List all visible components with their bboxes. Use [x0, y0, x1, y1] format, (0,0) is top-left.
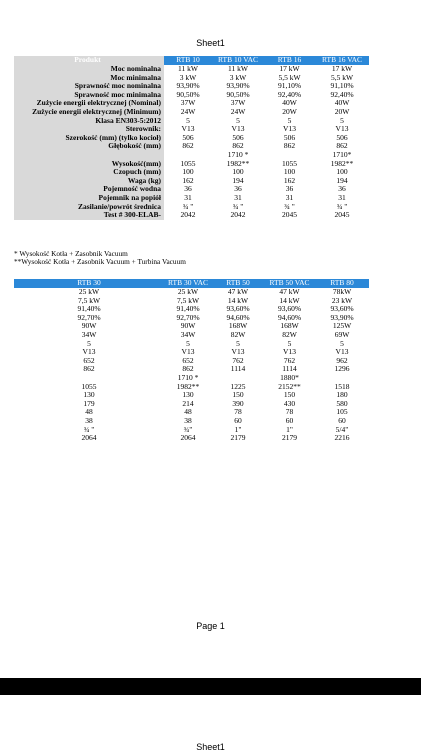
table-cell: 78 [285, 408, 294, 417]
table-cell: 2045 [282, 211, 297, 220]
table-cell: 430 [283, 399, 296, 408]
table-cell: 1" [286, 425, 293, 434]
header-product: Produkt [14, 56, 164, 65]
table-cell: 1" [234, 425, 242, 434]
table-cell: ¾" [183, 425, 193, 434]
table-cell: 34W [81, 330, 97, 339]
row-label: Szerokość (mm) (tylko kocioł) [14, 134, 164, 143]
row-label: Pojemność wodna [14, 185, 164, 194]
header-model: RTB 16 VAC [315, 56, 369, 65]
table-cell: ¾ " [83, 425, 95, 434]
table-cell: 100 [232, 168, 244, 177]
table-row [14, 374, 369, 383]
table-cell: 82W [230, 330, 246, 339]
table-row [14, 331, 369, 340]
table-cell: 194 [336, 176, 348, 185]
page-number: Page 1 [196, 621, 225, 631]
table-cell: 48 [85, 408, 93, 417]
table-row [14, 82, 369, 91]
table-header-row [14, 56, 369, 65]
table-cell: V13 [181, 348, 195, 357]
table-row [14, 160, 369, 169]
table-cell: 37W [230, 99, 246, 108]
header-model: RTB 10 [164, 56, 212, 65]
table-row [14, 142, 369, 151]
table-row [14, 391, 369, 400]
table-cell: 762 [283, 356, 296, 365]
table-cell: 652 [83, 356, 95, 365]
table-cell: 90,50% [226, 90, 250, 99]
table-cell: 150 [283, 391, 296, 400]
table-header-row [14, 279, 369, 288]
table-cell: 92,70% [77, 313, 101, 322]
table-cell: 20W [282, 107, 297, 116]
table-cell: 93,90% [226, 82, 250, 91]
table-cell: 100 [336, 168, 348, 177]
table-cell: 1880* [280, 373, 299, 382]
table-row [14, 322, 369, 331]
table-row [14, 117, 369, 126]
table-cell: 37W [180, 99, 196, 108]
table-row [14, 383, 369, 392]
table-row [14, 91, 369, 100]
table-cell: 862 [182, 142, 194, 151]
table-cell: 90W [180, 322, 196, 331]
table-cell: 5 [87, 339, 91, 348]
table-cell: 150 [232, 391, 244, 400]
table-cell [212, 374, 264, 383]
table-cell: 24W [230, 107, 246, 116]
table-cell: ¾ " [336, 202, 348, 211]
table-cell: 31 [234, 193, 242, 202]
table-cell: 34W [180, 330, 196, 339]
table-cell: 5 [340, 339, 344, 348]
table-cell: 36 [234, 185, 242, 194]
table-cell: 60 [338, 416, 346, 425]
footnote-1: * Wysokość Kotła + Zasobnik Vacuum [14, 249, 128, 258]
table-cell: ¾ " [182, 202, 194, 211]
row-label: Sprawność moc nominalna [14, 82, 164, 91]
table-cell: 580 [336, 399, 348, 408]
product-spec-table-1 [14, 56, 369, 220]
table-cell: 5 [236, 116, 240, 125]
table-cell: V13 [283, 348, 296, 357]
table-cell: 2045 [334, 211, 350, 220]
table-cell: 2179 [230, 434, 246, 443]
table-cell: 180 [336, 391, 348, 400]
table-cell: 5,5 kW [330, 73, 354, 82]
table-cell: 506 [283, 133, 296, 142]
table-cell: 20W [334, 107, 350, 116]
table-cell: 91,40% [77, 305, 101, 314]
table-cell: 130 [182, 391, 194, 400]
table-row [14, 65, 369, 74]
sheet-title-page-2: Sheet1 [196, 742, 225, 752]
table-cell: 31 [285, 193, 294, 202]
row-label: Waga (kg) [14, 177, 164, 186]
table-cell: 48 [184, 408, 192, 417]
table-row [14, 125, 369, 134]
table-cell: 91,10% [330, 82, 354, 91]
table-cell: 5 [236, 339, 240, 348]
table-cell: 5 [340, 116, 344, 125]
table-row [14, 297, 369, 306]
table-row [14, 211, 369, 220]
table-cell: 25 kW [177, 288, 199, 296]
table-cell: 652 [182, 356, 194, 365]
footnotes [14, 250, 186, 266]
table-cell: 38 [85, 416, 93, 425]
table-cell: V13 [231, 348, 245, 357]
table-cell: 93,60% [226, 305, 250, 314]
header-model: RTB 10 VAC [212, 56, 264, 65]
table-row [14, 434, 369, 443]
table-row [14, 108, 369, 117]
table-cell: 7,5 kW [77, 296, 101, 305]
table-cell: 94,60% [226, 313, 250, 322]
table-cell: 3 kW [179, 73, 197, 82]
table-cell: V13 [82, 348, 96, 357]
table-cell: ¾ " [284, 202, 295, 211]
header-model: RTB 30 [14, 279, 164, 288]
table-cell: 2152** [278, 382, 301, 391]
table-cell: 5 [186, 116, 190, 125]
table-cell: 506 [182, 133, 194, 142]
table-row [14, 288, 369, 297]
table-cell: V13 [283, 125, 296, 134]
table-row [14, 348, 369, 357]
table-cell: 194 [232, 176, 244, 185]
table-cell: 7,5 kW [176, 296, 200, 305]
table-row [14, 194, 369, 203]
row-label: Sprawność moc minimalna [14, 91, 164, 100]
table-cell: 1982** [176, 382, 200, 391]
table-cell: 1518 [334, 382, 350, 391]
table-cell: 60 [285, 416, 294, 425]
table-cell: 2042 [180, 211, 196, 220]
table-cell: 390 [232, 399, 244, 408]
table-cell: 1114 [282, 365, 297, 374]
table-cell: 14 kW [279, 296, 300, 305]
table-cell: 5 [287, 339, 292, 348]
table-row [14, 134, 369, 143]
row-label: Czopuch (mm) [14, 168, 164, 177]
table-cell: 862 [232, 142, 244, 151]
table-cell: 1710 * [227, 150, 249, 159]
table-cell: 93,60% [330, 305, 354, 314]
table-cell: 93,60% [277, 305, 302, 314]
table-row [14, 305, 369, 314]
table-cell: 862 [283, 142, 296, 151]
table-cell: 1055 [81, 382, 97, 391]
table-cell: 36 [184, 185, 192, 194]
table-cell: 2042 [230, 211, 246, 220]
table-cell: 11 kW [178, 65, 198, 73]
table-row [14, 99, 369, 108]
page-separator [0, 678, 421, 695]
table-cell: 91,40% [176, 305, 200, 314]
table-row [14, 168, 369, 177]
table-cell: 17 kW [279, 65, 300, 73]
table-cell: 94,60% [277, 313, 302, 322]
table-cell: 168W [228, 322, 248, 331]
row-label: Test # 300-ELAB- [14, 211, 164, 220]
table-cell: 1225 [230, 382, 246, 391]
table-cell: 2216 [334, 434, 350, 443]
table-row [14, 177, 369, 186]
table-cell: 40W [282, 99, 297, 108]
table-cell: 862 [336, 142, 348, 151]
table-cell: 1982** [330, 159, 354, 168]
row-label: Moc minimalna [14, 74, 164, 83]
table-row [14, 314, 369, 323]
table-cell: 130 [83, 391, 95, 400]
table-cell: 506 [336, 133, 348, 142]
table-cell: 862 [182, 365, 194, 374]
table-cell: V13 [231, 125, 245, 134]
row-label: Zużycie energii elektrycznej (Minimum) [14, 108, 164, 117]
table-cell: 125W [332, 322, 352, 331]
header-model: RTB 30 VAC [164, 279, 212, 288]
table-cell: 78 [234, 408, 242, 417]
table-cell: 36 [285, 185, 294, 194]
table-cell: 762 [232, 356, 244, 365]
table-cell: 5/4" [335, 425, 349, 434]
table-cell: 92,40% [330, 90, 354, 99]
table-cell: 82W [282, 330, 297, 339]
table-cell: 40W [334, 99, 350, 108]
table-cell: 78kW [332, 288, 352, 296]
table-cell: 60 [234, 416, 242, 425]
row-label: Moc nominalna [14, 65, 164, 74]
table-cell: 36 [338, 185, 346, 194]
table-row [14, 408, 369, 417]
table-cell: 31 [184, 193, 192, 202]
table-cell: 1710 * [177, 373, 199, 382]
table-cell: 92,70% [176, 313, 200, 322]
table-cell: 47 kW [279, 288, 300, 296]
row-label [14, 151, 164, 160]
row-label: Wysokość(mm) [14, 160, 164, 169]
table-cell: 23 kW [331, 296, 353, 305]
table-cell: 90W [81, 322, 97, 331]
table-cell: 47 kW [227, 288, 249, 296]
table-row [14, 426, 369, 435]
table-cell: 24W [180, 107, 196, 116]
table-cell: 162 [182, 176, 194, 185]
table-cell: 17 kW [331, 65, 353, 73]
header-model: RTB 50 [212, 279, 264, 288]
table-cell: 1982** [226, 159, 250, 168]
table-cell: V13 [335, 348, 349, 357]
table-cell: 90,50% [176, 90, 200, 99]
table-cell: 2064 [81, 434, 97, 443]
table-cell: 862 [83, 365, 95, 374]
table-cell: 1114 [230, 365, 246, 374]
table-cell: 25 kW [78, 288, 100, 296]
row-label: Zasilanie/powrót średnica [14, 203, 164, 212]
table-cell: ¾ " [232, 202, 244, 211]
product-spec-table-2 [14, 279, 369, 443]
header-model: RTB 16 [264, 56, 315, 65]
table-cell [14, 374, 164, 383]
table-cell: 3 kW [229, 73, 247, 82]
table-cell: 5 [186, 339, 190, 348]
footnote-2: **Wysokość Kotła + Zasobnik Vacuum + Turbina Vacuum [14, 257, 186, 267]
table-cell: 14 kW [227, 296, 249, 305]
row-label: Klasa EN303-5:2012 [14, 117, 164, 126]
row-label: Głębokość (mm) [14, 142, 164, 151]
table-row [14, 340, 369, 349]
table-cell [264, 151, 315, 160]
table-cell: 11 kW [228, 65, 248, 73]
table-row [14, 417, 369, 426]
table-cell: V13 [181, 125, 195, 134]
table-cell: 179 [83, 399, 95, 408]
table-cell: 1055 [282, 159, 297, 168]
table-cell: 69W [334, 330, 350, 339]
table-cell: 2064 [180, 434, 196, 443]
table-cell: 168W [280, 322, 299, 331]
header-model: RTB 80 [315, 279, 369, 288]
table-cell [315, 374, 369, 383]
table-cell: 105 [336, 408, 348, 417]
sheet-title: Sheet1 [196, 38, 225, 48]
table-row [14, 203, 369, 212]
row-label: Pojemnik na popiół [14, 194, 164, 203]
table-cell: 92,40% [277, 90, 302, 99]
table-row [14, 365, 369, 374]
row-label: Zużycie energii elektrycznej (Nominal) [14, 99, 164, 108]
table-cell: 1296 [334, 365, 350, 374]
table-cell: 38 [184, 416, 192, 425]
table-row [14, 357, 369, 366]
table-cell: 93,90% [330, 313, 354, 322]
table-cell: 214 [182, 399, 194, 408]
table-cell: 2179 [282, 434, 297, 443]
table-cell: V13 [335, 125, 349, 134]
table-row [14, 185, 369, 194]
table-cell: 1710* [332, 150, 352, 159]
table-cell: 1055 [180, 159, 196, 168]
table-cell: 162 [283, 176, 296, 185]
table-cell: 962 [336, 356, 348, 365]
table-cell: 5,5 kW [278, 73, 301, 82]
table-row [14, 74, 369, 83]
row-label: Sterownik: [14, 125, 164, 134]
table-cell: 31 [338, 193, 346, 202]
header-model: RTB 50 VAC [264, 279, 315, 288]
table-row [14, 151, 369, 160]
table-cell: 91,10% [277, 82, 302, 91]
table-cell: 100 [283, 168, 296, 177]
table-cell: 5 [287, 116, 292, 125]
table-cell [164, 151, 212, 160]
table-cell: 100 [182, 168, 194, 177]
table-row [14, 400, 369, 409]
table-cell: 93,90% [176, 82, 200, 91]
table-cell: 506 [232, 133, 244, 142]
